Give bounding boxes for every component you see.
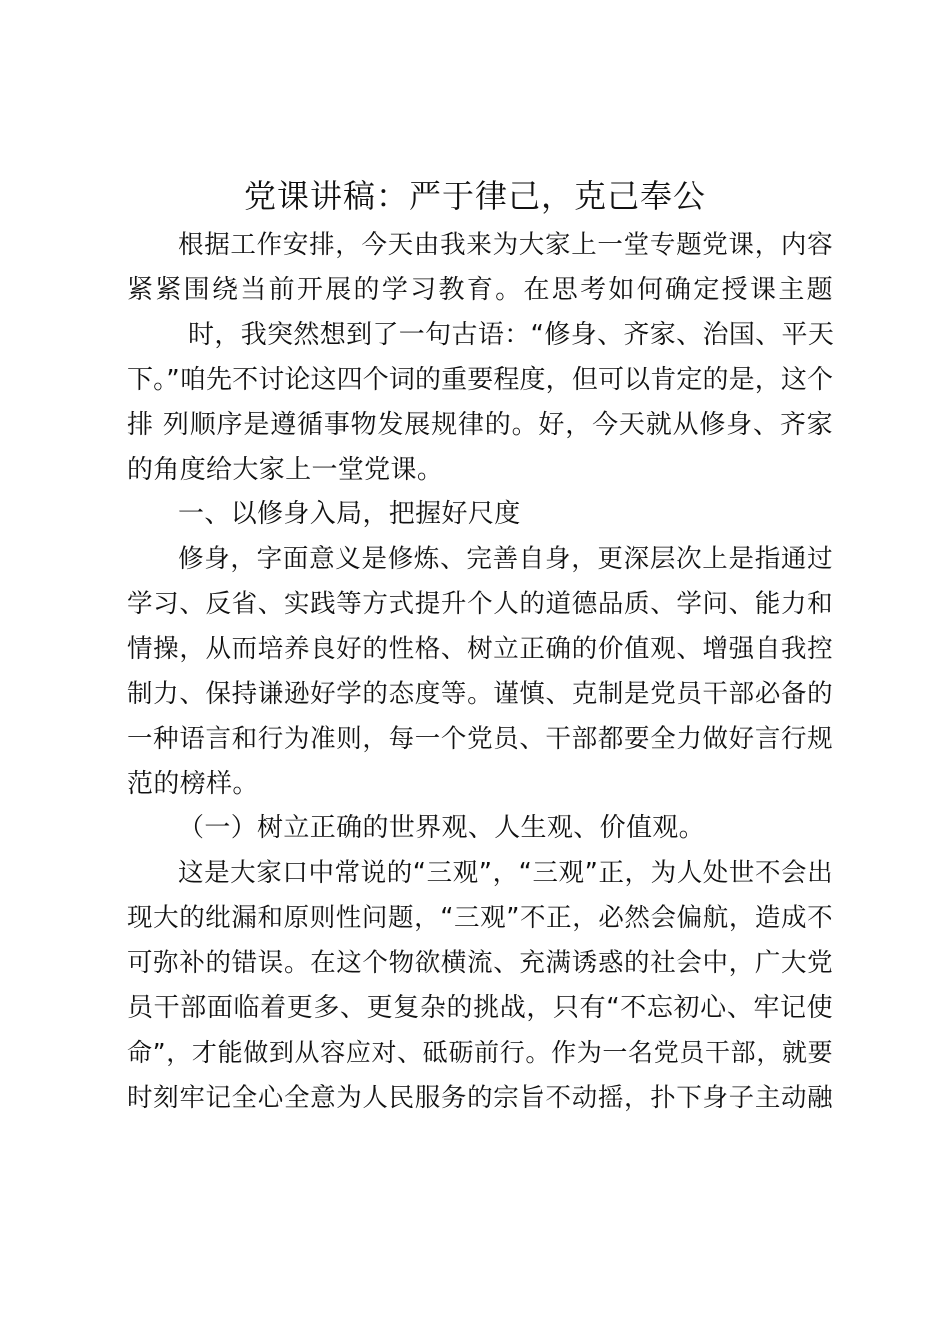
paragraph-line: 情操，从而培养良好的性格、树立正确的价值观、增强自我控 (127, 634, 833, 664)
paragraph-line: 学习、反省、实践等方式提升个人的道德品质、学问、能力和 (127, 589, 833, 619)
paragraph-line: 时刻牢记全心全意为人民服务的宗旨不动摇，扑下身子主动融 (127, 1083, 833, 1113)
paragraph-line: 可弥补的错误。在这个物欲横流、充满诱惑的社会中，广大党 (127, 948, 833, 978)
paragraph-line: 现大的纰漏和原则性问题，“三观”不正，必然会偏航，造成不 (127, 903, 833, 933)
paragraph-line: 范的榜样。 (127, 769, 259, 799)
paragraph-line: 这是大家口中常说的“三观”，“三观”正，为人处世不会出 (178, 858, 833, 888)
paragraph-line: 排 列顺序是遵循事物发展规律的。好，今天就从修身、齐家 (127, 410, 833, 440)
paragraph-line: 根据工作安排，今天由我来为大家上一堂专题党课，内容 (178, 230, 833, 260)
paragraph-line: 命”，才能做到从容应对、砥砺前行。作为一名党员干部，就要 (127, 1038, 833, 1067)
document-title: 党课讲稿：严于律己，克己奉公 (243, 177, 706, 215)
paragraph-line: 的角度给大家上一堂党课。 (127, 455, 444, 485)
paragraph-line: 时，我突然想到了一句古语：“修身、齐家、治国、平天 (188, 320, 835, 350)
paragraph-line: 员干部面临着更多、更复杂的挑战，只有“不忘初心、牢记使 (127, 993, 833, 1023)
paragraph-line: 制力、保持谦逊好学的态度等。谨慎、克制是党员干部必备的 (127, 679, 833, 709)
section-heading: 一、以修身入局，把握好尺度 (178, 499, 521, 529)
paragraph-line: 紧紧围绕当前开展的学习教育。在思考如何确定授课主题 (127, 275, 833, 305)
paragraph-line: 下。”咱先不讨论这四个词的重要程度，但可以肯定的是，这个 (127, 365, 833, 395)
subsection-heading: （一）树立正确的世界观、人生观、价值观。 (178, 813, 706, 843)
paragraph-line: 修身，字面意义是修炼、完善自身，更深层次上是指通过 (178, 544, 833, 574)
paragraph-line: 一种语言和行为准则，每一个党员、干部都要全力做好言行规 (127, 724, 833, 754)
